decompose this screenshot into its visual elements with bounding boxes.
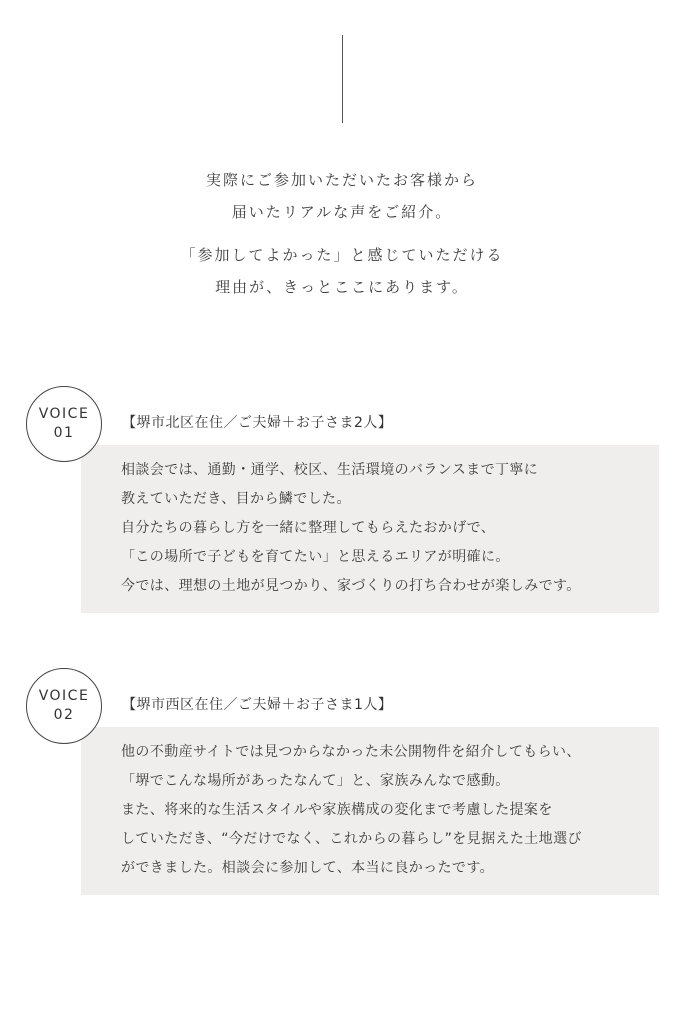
voice-02-title: 【堺市西区在住／ご夫婦＋お子さま1人】 [122, 697, 393, 713]
voice-02-text-line: ができました。相談会に参加して、本当に良かったです。 [121, 860, 494, 876]
intro-line: 実際にご参加いただいたお客様から [205, 171, 478, 189]
vertical-divider-line [342, 35, 343, 123]
intro-line: 届いたリアルな声をご紹介。 [231, 203, 453, 221]
voice-badge-label: VOICE [38, 688, 90, 704]
voice-01-text-line: 教えていただき、目から鱗でした。 [121, 491, 351, 507]
voice-02-text-line: 「堺でこんな場所があったなんて」と、家族みんなで感動。 [121, 773, 510, 789]
voice-badge-number: 01 [53, 425, 75, 441]
intro-line: 「参加してよかった」と感じていただける [180, 246, 504, 264]
voice-01-title: 【堺市北区在住／ご夫婦＋お子さま2人】 [122, 415, 393, 431]
voice-01-text-line: 相談会では、通勤・通学、校区、生活環境のバランスまで丁寧に [121, 462, 539, 478]
voice-badge-number: 02 [53, 707, 75, 723]
intro-paragraph-1 [0, 164, 684, 228]
voice-01-card [81, 445, 659, 613]
intro-line: 理由が、きっとここにあります。 [215, 278, 469, 296]
intro-paragraph-2 [0, 239, 684, 303]
voice-01-text-line: 今では、理想の土地が見つかり、家づくりの打ち合わせが楽しみです。 [121, 578, 581, 594]
voice-01-badge [26, 386, 102, 462]
voice-02-text-line: 他の不動産サイトでは見つからなかった未公開物件を紹介してもらい、 [121, 744, 581, 760]
voice-02-text-line: また、将来的な生活スタイルや家族構成の変化まで考慮した提案を [121, 802, 553, 818]
voice-02-text-line: していただき、“今だけでなく、これからの暮らし”を見据えた土地選び [121, 831, 582, 847]
voice-01-text-line: 「この場所で子どもを育てたい」と思えるエリアが明確に。 [121, 549, 510, 565]
voice-02-card [81, 727, 659, 895]
voice-badge-label: VOICE [38, 406, 90, 422]
voice-02-badge [26, 668, 102, 744]
voice-01-text-line: 自分たちの暮らし方を一緒に整理してもらえたおかげで、 [121, 520, 496, 536]
